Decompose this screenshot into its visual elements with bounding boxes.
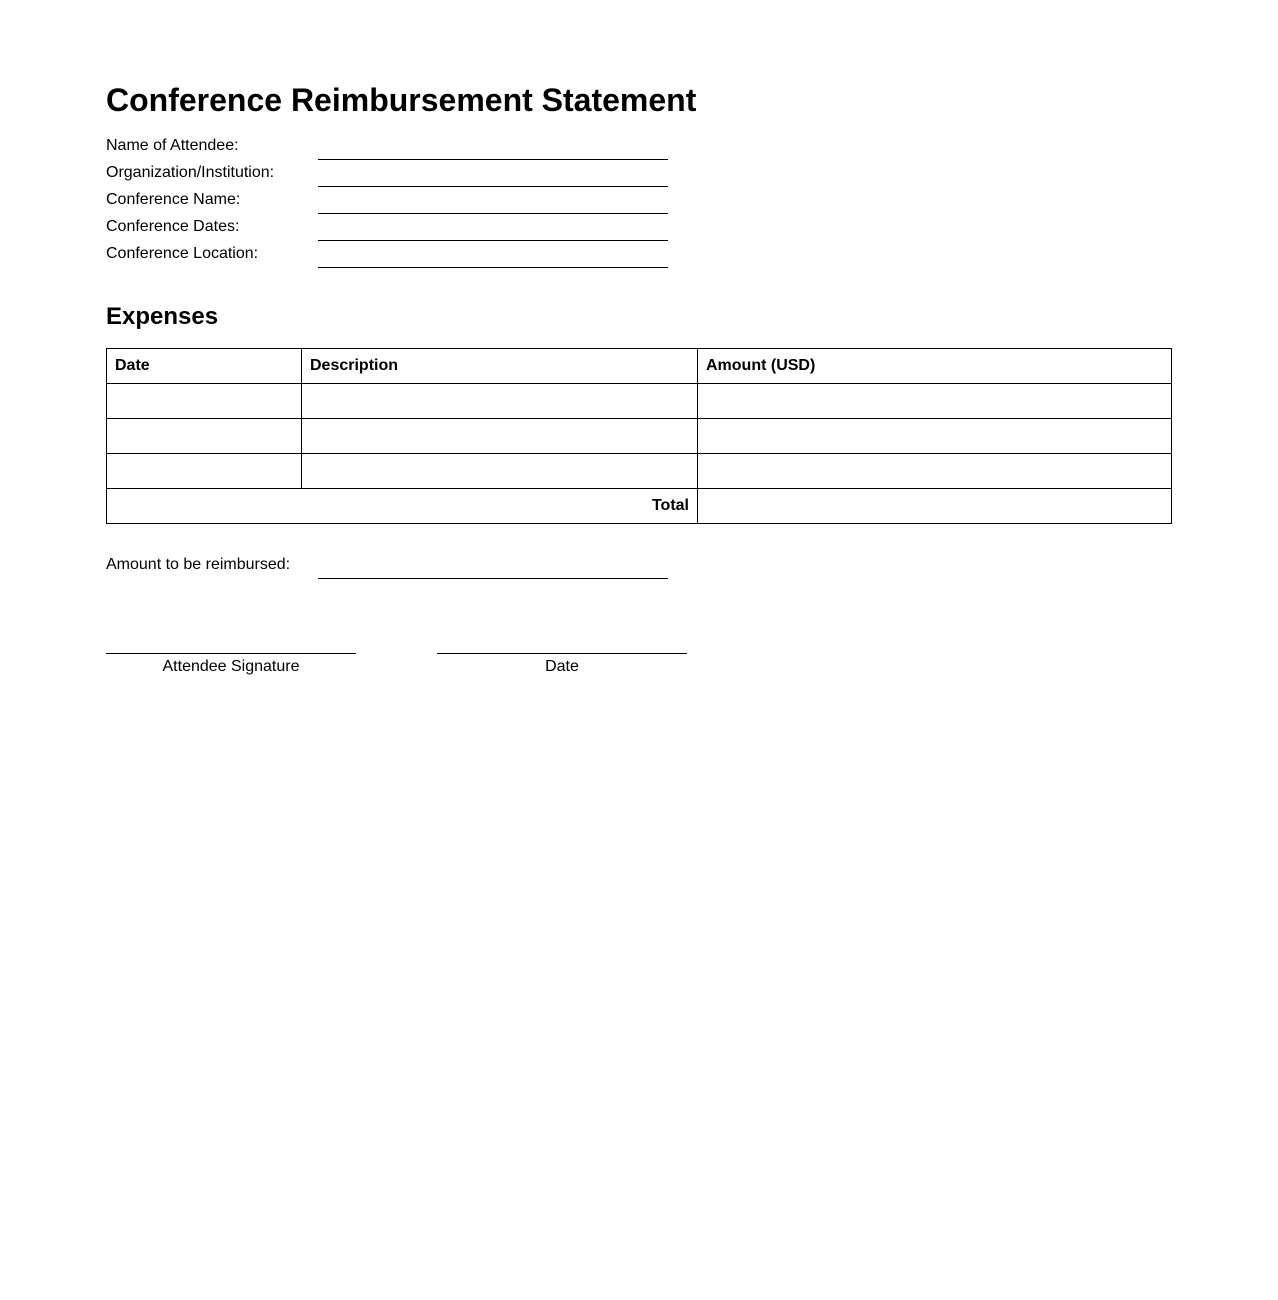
total-row: [107, 489, 1172, 524]
column-header-description: Description: [302, 349, 698, 384]
field-label-conference-name: Conference Name:: [106, 191, 241, 208]
column-header-date: Date: [107, 349, 302, 384]
field-label-location: Conference Location:: [106, 245, 259, 262]
table-header: [107, 349, 1172, 384]
table-row: [107, 454, 1172, 489]
amount-cell[interactable]: [698, 384, 1172, 419]
field-label-organization: Organization/Institution:: [106, 164, 275, 181]
organization-field[interactable]: [318, 186, 668, 187]
date-cell[interactable]: [107, 454, 302, 489]
expenses-table: [106, 348, 1172, 524]
table-row: [107, 384, 1172, 419]
reimbursed-label: Amount to be reimbursed:: [106, 556, 291, 573]
conference-location-field[interactable]: [318, 267, 668, 268]
table-row: [107, 419, 1172, 454]
description-cell[interactable]: [302, 384, 698, 419]
expenses-heading: Expenses: [106, 303, 219, 330]
reimbursed-amount-field[interactable]: [318, 578, 668, 579]
attendee-signature-line[interactable]: Attendee Signature: [106, 653, 356, 676]
conference-dates-field[interactable]: [318, 240, 668, 241]
column-header-amount: Amount (USD): [698, 349, 1172, 384]
page-title: Conference Reimbursement Statement: [106, 82, 697, 118]
total-amount-cell[interactable]: [698, 489, 1172, 524]
date-cell[interactable]: [107, 384, 302, 419]
field-label-dates: Conference Dates:: [106, 218, 240, 235]
name-field[interactable]: [318, 159, 668, 160]
total-label: Total: [107, 489, 698, 524]
amount-cell[interactable]: [698, 454, 1172, 489]
amount-cell[interactable]: [698, 419, 1172, 454]
conference-name-field[interactable]: [318, 213, 668, 214]
date-cell[interactable]: [107, 419, 302, 454]
field-label-name: Name of Attendee:: [106, 137, 239, 154]
signature-date-line[interactable]: Date: [437, 653, 687, 676]
description-cell[interactable]: [302, 454, 698, 489]
description-cell[interactable]: [302, 419, 698, 454]
